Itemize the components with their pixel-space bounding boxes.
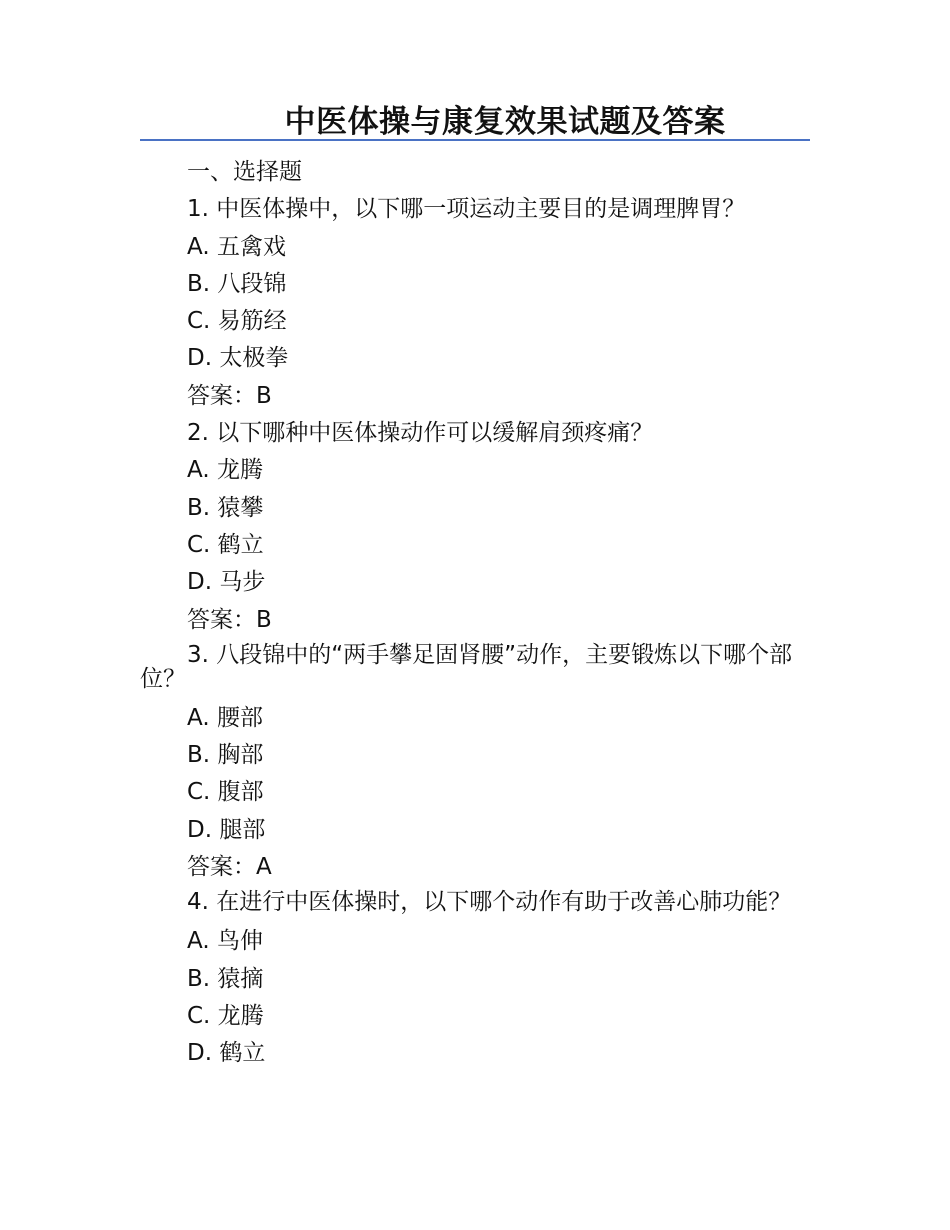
- answer: 答案：B: [187, 606, 272, 633]
- option: B. 八段锦: [187, 270, 287, 297]
- option: D. 鹤立: [187, 1040, 266, 1067]
- option: A. 龙腾: [187, 457, 263, 484]
- answer: 答案：A: [187, 854, 272, 881]
- question-stem: 2. 以下哪种中医体操动作可以缓解肩颈疼痛？: [187, 420, 654, 447]
- option: B. 猿摘: [187, 965, 264, 992]
- option: C. 易筋经: [187, 308, 287, 335]
- question-stem: 4. 在进行中医体操时，以下哪个动作有助于改善心肺功能？: [187, 889, 792, 916]
- question-stem: 3. 八段锦中的“两手攀足固肾腰”动作，主要锻炼以下哪个部位？: [140, 641, 793, 692]
- option: A. 鸟伸: [187, 928, 263, 955]
- document-title: 中医体操与康复效果试题及答案: [284, 104, 726, 140]
- option: D. 腿部: [187, 816, 266, 843]
- option: C. 鹤立: [187, 531, 264, 558]
- section-heading: 一、选择题: [187, 159, 302, 185]
- document-body: [140, 154, 812, 1073]
- option: A. 腰部: [187, 704, 263, 731]
- option: D. 太极拳: [187, 345, 289, 372]
- answer: 答案：B: [187, 382, 272, 409]
- question-stem: 1. 中医体操中，以下哪一项运动主要目的是调理脾胃？: [187, 196, 746, 223]
- option: C. 龙腾: [187, 1002, 264, 1029]
- option: B. 猿攀: [187, 494, 264, 521]
- title-underline: [140, 139, 810, 141]
- option: B. 胸部: [187, 742, 264, 769]
- option: D. 马步: [187, 569, 266, 596]
- option: C. 腹部: [187, 779, 264, 806]
- option: A. 五禽戏: [187, 233, 286, 260]
